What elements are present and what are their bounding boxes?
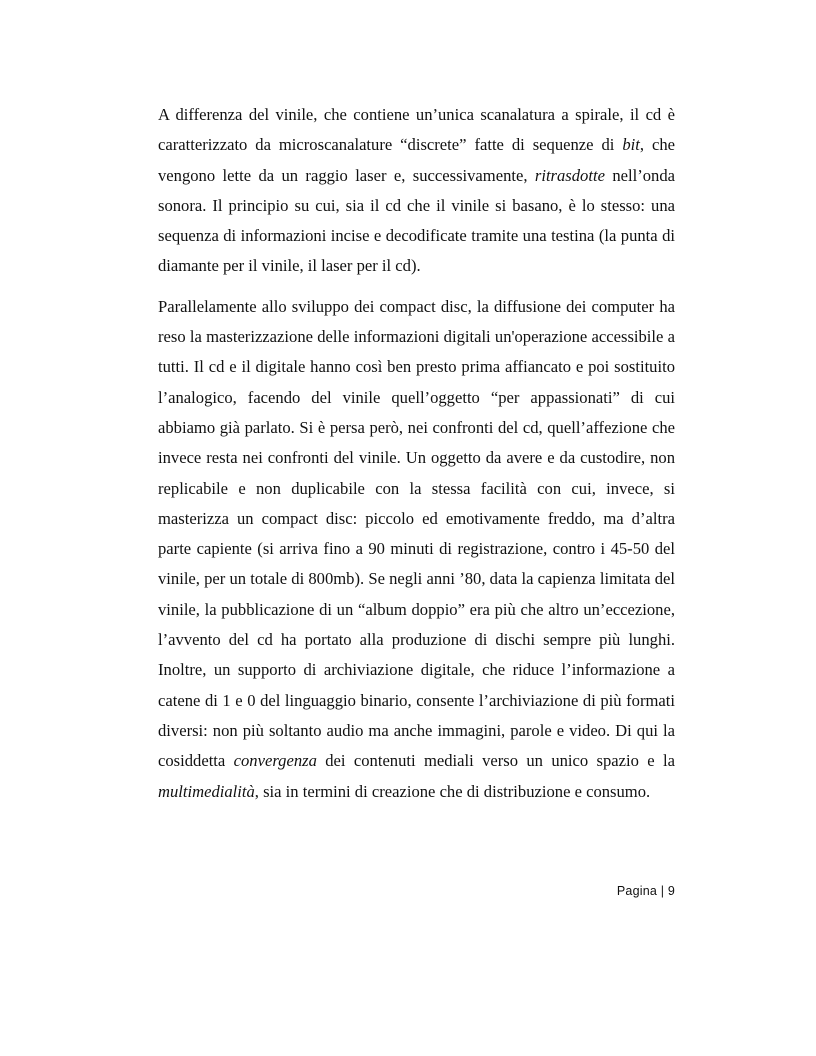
paragraph-2-text-1: Parallelamente allo sviluppo dei compact disc, la diffusione dei computer ha reso la masterizzazione delle informazioni digitali un'operazione accessibile a tutti. Il cd e il digitale hanno così ben presto prima affiancato e poi sostituito l’analogico, facendo del vinile quell’oggetto “per appassionati” di cui abbiamo già parlato. Si è persa però, nei confronti del cd, quell’affezione che invece resta nei confronti del vinile. Un oggetto da avere e da custodire, non replicabile e non duplicabile con la stessa facilità con cui, invece, si masterizza un compact disc: piccolo ed emotivamente freddo, ma d’altra parte capiente (si arriva fino a 90 minuti di registrazione, contro i 45-50 del vinile, per un totale di 800mb). Se negli anni ’80, data la capienza limitata del vinile, la pubblicazione di un “album doppio” era più che altro un’eccezione, l’avvento del cd ha portato alla produzione di dischi sempre più lunghi. Inoltre, un supporto di archiviazione digitale, che riduce l’informazione a catene di 1 e 0 del linguaggio binario, consente l’archiviazione di più formati diversi: non più soltanto audio ma anche immagini, parole e video. Di qui la cosiddetta <box>158 296 675 771</box>
paragraph-2-italic-multimedialita: multimedialità <box>158 781 255 801</box>
page-number: 9 <box>667 884 675 898</box>
paragraph-2 <box>158 292 675 807</box>
paragraph-1-italic-bit: bit <box>622 135 640 155</box>
page-separator: | <box>660 884 665 898</box>
document-body <box>158 100 675 807</box>
page-footer <box>158 884 675 898</box>
page-label: Pagina <box>616 884 658 898</box>
paragraph-1-italic-ritrasdotte: ritrasdotte <box>534 165 605 185</box>
paragraph-2-text-3: , sia in termini di creazione che di distribuzione e consumo. <box>254 781 651 801</box>
paragraph-2-italic-convergenza: convergenza <box>233 751 317 771</box>
paragraph-1-text-3: nell’onda sonora. Il principio su cui, sia il cd che il vinile si basano, è lo stesso: una sequenza di informazioni incise e decodificate tramite una testina (la punta di diamante per il vinile, il laser per il cd). <box>158 165 675 276</box>
paragraph-1 <box>158 100 675 282</box>
paragraph-1-text-1: A differenza del vinile, che contiene un’unica scanalatura a spirale, il cd è caratterizzato da microscanalature “discrete” fatte di sequenze di <box>158 105 675 155</box>
paragraph-2-text-2: dei contenuti mediali verso un unico spazio e la <box>316 751 675 771</box>
paragraph-1-text-2: , che vengono lette da un raggio laser e, successivamente, <box>158 135 675 185</box>
